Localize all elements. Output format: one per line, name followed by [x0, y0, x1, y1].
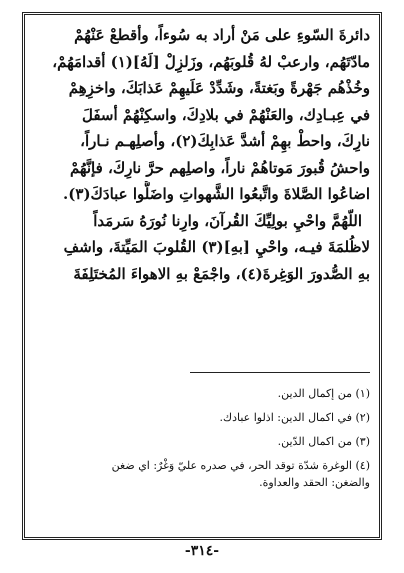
- footnote-separator: [190, 372, 370, 373]
- text-line-3: وخُذْهُم جَهْرةً وبَغتةً، وشَدِّدْ عَلَيهِمْ عَذابَكَ، واخزِهِمْ: [68, 79, 370, 97]
- page-number: -٣١٤-: [184, 543, 220, 559]
- text-line-10: بهِ الصُّدورَ الوَغِرةَ(٤)، واجْمَعْ بهِ الاهواءَ المُختَلِفَةَ: [73, 264, 370, 283]
- text-line-1: دائرةَ السّوءِ على مَنْ أراد به سُوءاً، وأقطعْ عَنْهُمْ: [74, 26, 370, 44]
- main-text: [34, 22, 370, 287]
- text-line-4: في عِبـادِك، والعَنْهُمْ في بلادِكَ، واسكِنْهُمْ أسفَلَ: [81, 105, 370, 124]
- footnote-4: (٤) الوغرة شدّة توقد الحر، في صدره عليّ وَغْرٌ: اي ضغن: [111, 459, 370, 472]
- text-line-9: لاظُلمَةَ فيـه، واحْيِ [بهِ](٣) القُلوبَ المَيِّتةَ، واشفِ: [63, 238, 370, 256]
- footnote-4-continued: والضغن: الحقد والعداوة.: [259, 476, 370, 489]
- footnote-1: (١) من إكمال الدين.: [277, 387, 370, 400]
- footnote-2: (٢) في اكمال الدين: اذلوا عبادك.: [219, 411, 370, 424]
- text-line-5: نارِكَ، واحطْ بهِمْ أشدَّ عَذابِكَ(٢)، وأصلِهـم نـاراً،: [80, 132, 370, 150]
- text-line-7: اضاعُوا الصَّلاةَ واتَّبعُوا الشَّهواتِ واضَلُّوا عبادَكَ(٣).: [63, 185, 370, 203]
- footnote-3: (٣) من اكمال الدّين.: [277, 435, 370, 448]
- footnotes: [34, 382, 370, 492]
- text-line-8: اللّهُمَّ واحْيِ بولِيِّكَ القُرآنَ، وارِنا نُورَهُ سَرمَداً: [93, 211, 362, 230]
- text-line-2: مادّتَهُم، وارعبْ لهُ قُلوبَهُم، وزَلزِلْ [لَهُ](١) أقدامَهُمْ،: [52, 52, 370, 71]
- text-line-6: واحشُ قُبورَ مَوتاهُمْ ناراً، واصلِهم حرَّ نارِكَ، فإنَّهُمْ: [69, 158, 370, 177]
